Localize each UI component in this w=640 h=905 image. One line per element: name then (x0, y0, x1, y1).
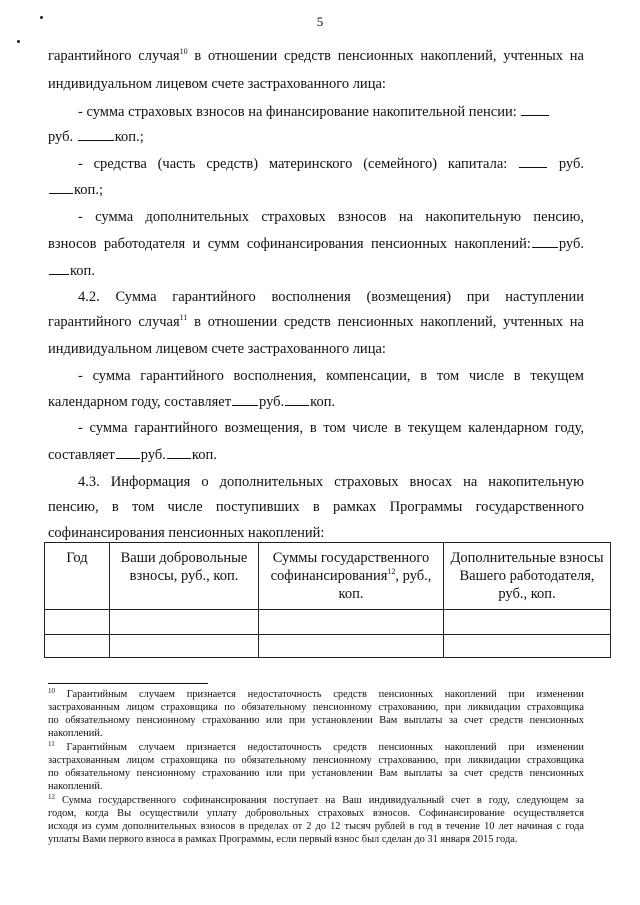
text: составляет (48, 447, 115, 463)
footnote-10 (48, 688, 584, 740)
contributions-table (44, 542, 611, 658)
text: коп. (191, 447, 217, 463)
blank-field (532, 234, 558, 248)
body-line: - сумма гарантийного возмещения, в том числе в текущем календарном году, (78, 420, 584, 436)
blank-field (49, 261, 69, 275)
footnote-number: 12 (48, 793, 55, 801)
blank-field (78, 127, 114, 141)
text: гарантийного случая (48, 314, 180, 330)
blank-field (49, 180, 73, 194)
text: Гарантийным случаем признается недостаточность средств пенсионных накоплений при изменении (55, 689, 584, 700)
footnote-line: исходя из сумм дополнительных взносов в пределах от 2 до 12 тысяч рублей в год в течение 10 лет начиная с года (48, 821, 584, 832)
text: календарном году, составляет (48, 394, 232, 410)
body-line: 4.3. Информация о дополнительных страховых вносах на накопительную (78, 474, 584, 490)
text: Гарантийным случаем признается недостаточность средств пенсионных накоплений при изменении (54, 742, 584, 753)
blank-field (285, 392, 309, 406)
table-row (45, 610, 611, 635)
footnote-ref: 10 (179, 47, 188, 56)
scan-speck (17, 40, 20, 43)
text: в отношении средств пенсионных накоплений, учтенных на (187, 48, 584, 64)
footnote-line (48, 688, 584, 701)
text: руб. (140, 447, 166, 463)
table-cell (444, 610, 611, 635)
blank-field (116, 445, 140, 459)
footnote-ref: 11 (179, 313, 188, 322)
text: гарантийного случая (48, 48, 180, 64)
page-number: 5 (316, 14, 324, 29)
body-line: - сумма гарантийного восполнения, компенсации, в том числе в текущем (78, 368, 584, 384)
footnote-separator (48, 683, 208, 684)
body-line: - сумма дополнительных страховых взносов на накопительную пенсию, (78, 209, 584, 225)
body-line: 4.2. Сумма гарантийного восполнения (возмещения) при наступлении (78, 289, 584, 305)
col-header-year: Год (45, 543, 110, 610)
table-cell (45, 610, 110, 635)
table-cell (45, 635, 110, 658)
text: коп.; (114, 129, 144, 145)
text: руб. (48, 129, 74, 145)
table-cell (259, 635, 444, 658)
body-line (48, 445, 584, 465)
table-cell (110, 610, 259, 635)
col-header-employer: Дополнительные взносы Вашего работодателя, руб., коп. (444, 543, 611, 610)
body-line (48, 312, 584, 332)
footnote-line: по обязательному пенсионному страхованию или при установлении Вам выплаты за счет средств пенсионных (48, 715, 584, 726)
blank-field (167, 445, 191, 459)
body-line: индивидуальном лицевом счете застрахованного лица: (48, 341, 386, 357)
text: руб. (558, 236, 584, 252)
table-row (45, 635, 611, 658)
footnote-line: годом, когда Вы осуществили уплату добровольных страховых взносов. Софинансирование осуществляется (48, 808, 584, 819)
footnote-ref: 12 (387, 567, 396, 576)
footnote-line (48, 741, 584, 754)
text: коп.; (74, 182, 103, 198)
body-line: пенсию, в том числе поступивших в рамках Программы государственного (48, 499, 584, 515)
col-header-voluntary: Ваши добровольные взносы, руб., коп. (110, 543, 259, 610)
text: - сумма страховых взносов на финансирование накопительной пенсии: (78, 104, 517, 120)
table-cell (444, 635, 611, 658)
body-line: софинансирования пенсионных накоплений: (48, 525, 325, 541)
text: в отношении средств пенсионных накоплений, учтенных на (187, 314, 584, 330)
col-header-cofinancing (259, 543, 444, 610)
footnote-12 (48, 794, 584, 846)
footnote-line: по обязательному пенсионному страхованию или при установлении Вам выплаты за счет средств пенсионных (48, 768, 584, 779)
table-cell (259, 610, 444, 635)
text: руб. (558, 156, 584, 172)
footnote-line (48, 794, 584, 807)
table-cell (110, 635, 259, 658)
body-line (48, 180, 584, 200)
text: коп. (310, 394, 336, 410)
footnote-line: уплаты Вами первого взноса в рамках Программы, если первый взнос был сделан до 31 января 2015 года. (48, 834, 518, 845)
text: Сумма государственного софинансирования поступает на Ваш индивидуальный счет в году, следующем за (55, 795, 584, 806)
body-line (48, 46, 584, 66)
blank-field (521, 102, 549, 116)
footnote-line: накоплений. (48, 728, 103, 739)
footnote-11 (48, 741, 584, 793)
footnote-line: накоплений. (48, 781, 103, 792)
table-header-row (45, 543, 611, 610)
footnote-line: застрахованным лицом страховщика по обязательному пенсионному страхованию, при ликвидации страховщика (48, 755, 584, 766)
scan-speck (40, 16, 43, 19)
body-line (78, 154, 584, 174)
blank-field (519, 154, 547, 168)
text: Суммы государственного софинансирования (270, 550, 430, 584)
text: коп. (70, 263, 95, 279)
text: взносов работодателя и сумм софинансирования пенсионных накоплений: (48, 236, 531, 252)
body-line (48, 127, 584, 147)
body-line (48, 234, 584, 254)
footnote-line: застрахованным лицом страховщика по обязательному пенсионному страхованию, при ликвидации страховщика (48, 702, 584, 713)
footnote-number: 11 (48, 740, 55, 748)
body-line (48, 392, 584, 412)
text: руб. (259, 394, 285, 410)
body-line (78, 102, 584, 122)
text: - средства (часть средств) материнского (семейного) капитала: (78, 156, 508, 172)
body-line (48, 261, 584, 281)
text: , руб., коп. (338, 568, 432, 602)
footnote-number: 10 (48, 687, 55, 695)
body-line: индивидуальном лицевом счете застрахованного лица: (48, 76, 386, 92)
blank-field (232, 392, 258, 406)
